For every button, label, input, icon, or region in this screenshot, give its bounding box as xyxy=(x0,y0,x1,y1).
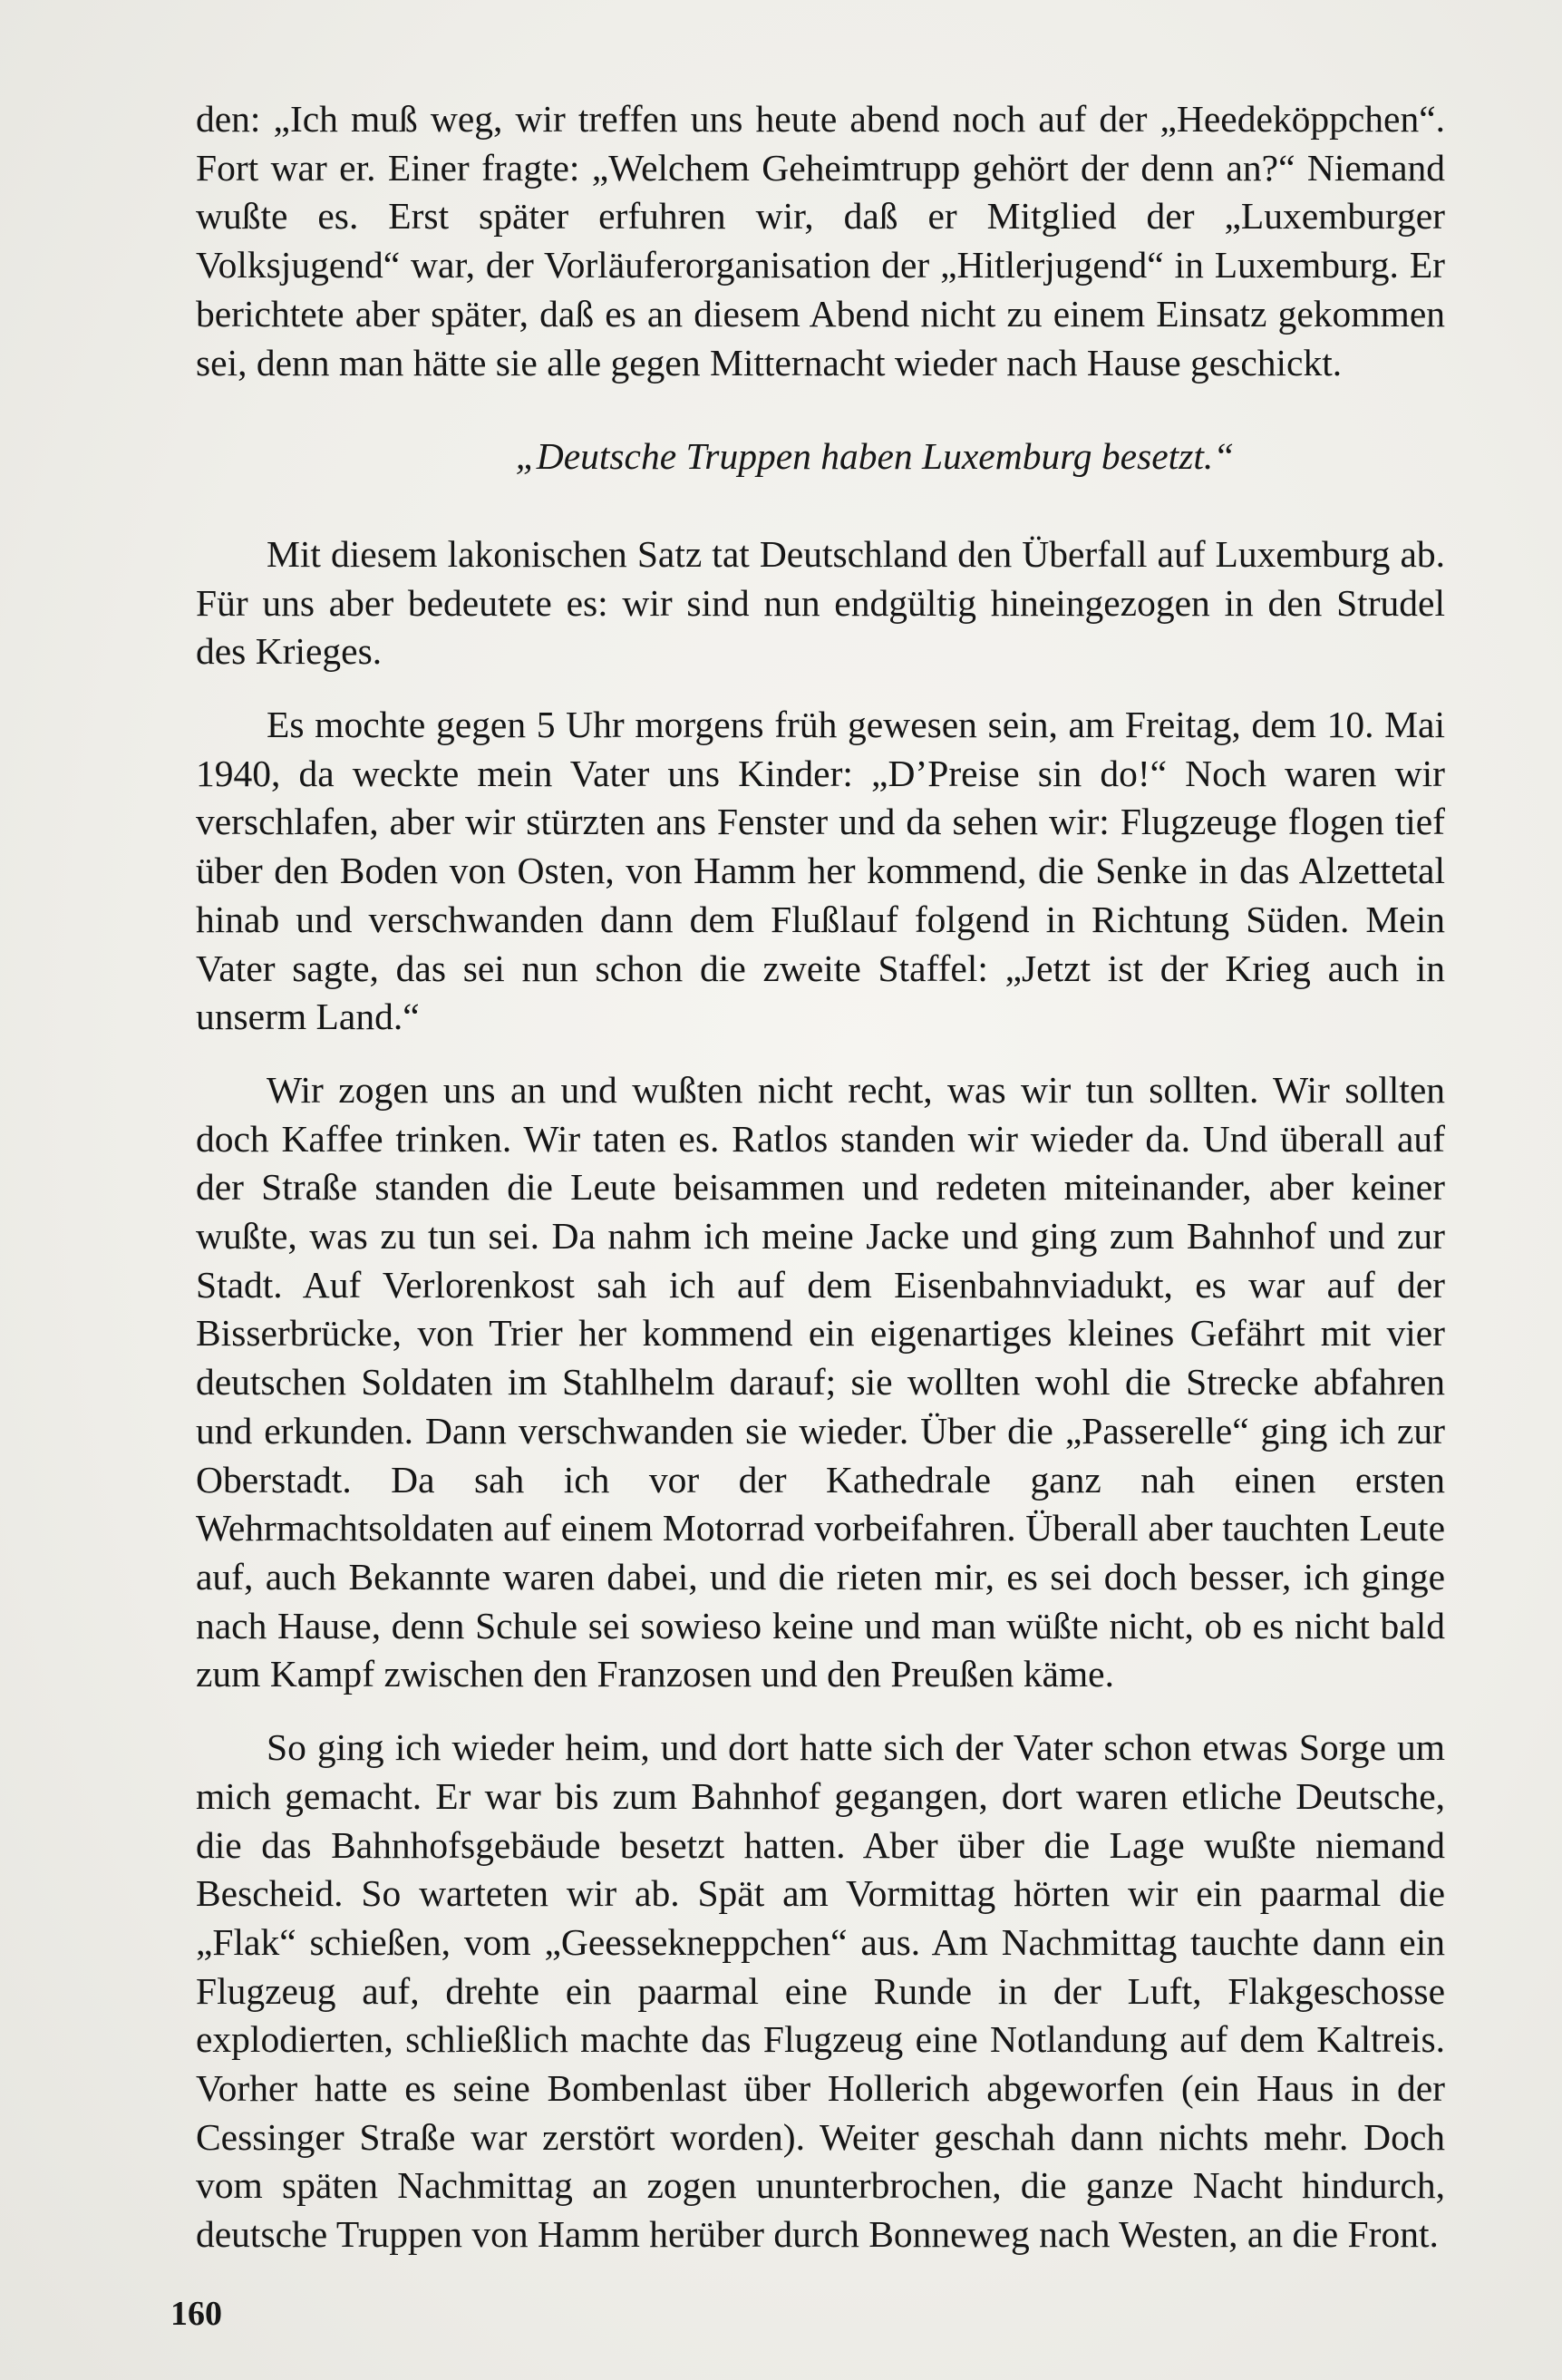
paragraph-3: Wir zogen uns an und wußten nicht recht, was wir tun sollten. Wir sollten doch Kaffee trinken. Wir taten es. Ratlos standen wir wieder da. Und überall auf der Straße standen die Leute beisammen und redeten miteinander, aber keiner wußte, was zu tun sei. Da nahm ich meine Jacke und ging zum Bahnhof und zur Stadt. Auf Verlorenkost sah ich auf dem Eisenbahnviadukt, es war auf der Bisserbrücke, von Trier her kommend ein eigenartiges kleines Gefährt mit vier deutschen Soldaten im Stahlhelm darauf; sie wollten wohl die Strecke abfahren und erkunden. Dann verschwanden sie wieder. Über die „Passerelle“ ging ich zur Oberstadt. Da sah ich vor der Kathedrale ganz nah einen ersten Wehrmachtsoldaten auf einem Motorrad vorbeifahren. Überall aber tauchten Leute auf, auch Bekannte waren dabei, und die rieten mir, es sei doch besser, ich ginge nach Hause, denn Schule sei sowieso keine und man wüßte nicht, ob es nicht bald zum Kampf zwischen den Franzosen und den Preußen käme. xyxy=(196,1068,1445,1695)
section-heading: „Deutsche Truppen haben Luxemburg besetzt.“ xyxy=(515,435,1235,478)
paragraph-2: Es mochte gegen 5 Uhr morgens früh gewesen sein, am Freitag, dem 10. Mai 1940, da weckte mein Vater uns Kinder: „D’Preise sin do!“ Noch waren wir verschlafen, aber wir stürzten ans Fenster und da sehen wir: Flugzeuge flogen tief über den Boden von Osten, von Hamm her kommend, die Senke in das Alzettetal hinab und verschwanden dann dem Flußlauf folgend in Richtung Süden. Mein Vater sagte, das sei nun schon die zweite Staffel: „Jetzt ist der Krieg auch in unserm Land.“ xyxy=(196,704,1445,1038)
paragraph-continued: den: „Ich muß weg, wir treffen uns heute abend noch auf der „Heedeköppchen“. Fort war er. Einer fragte: „Welchem Geheimtrupp gehört der denn an?“ Niemand wußte es. Erst später erfuhren wir, daß er Mitglied der „Luxemburger Volksjugend“ war, der Vorläuferorganisation der „Hitlerjugend“ in Luxemburg. Er berichtete aber später, daß es an diesem Abend nicht zu einem Einsatz gekommen sei, denn man hätte sie alle gegen Mitternacht wieder nach Hause geschickt. xyxy=(196,98,1445,384)
page-number: 160 xyxy=(170,2295,222,2333)
paragraph-1: Mit diesem lakonischen Satz tat Deutschland den Überfall auf Luxemburg ab. Für uns aber bedeutete es: wir sind nun endgültig hineingezogen in den Strudel des Krieges. xyxy=(196,532,1445,673)
page-body xyxy=(196,95,1445,2259)
paragraph-4: So ging ich wieder heim, und dort hatte sich der Vater schon etwas Sorge um mich gemacht. Er war bis zum Bahnhof gegangen, dort waren etliche Deutsche, die das Bahnhofsgebäude besetzt hatten. Aber über die Lage wußte niemand Bescheid. So warteten wir ab. Spät am Vormittag hörten wir ein paarmal die „Flak“ schießen, vom „Geessekneppchen“ aus. Am Nachmittag tauchte dann ein Flugzeug auf, drehte ein paarmal eine Runde in der Luft, Flakgeschosse explodierten, schließlich machte das Flugzeug eine Notlandung auf dem Kaltreis. Vorher hatte es seine Bombenlast über Hollerich abgeworfen (ein Haus in der Cessinger Straße war zerstört worden). Weiter geschah dann nichts mehr. Doch vom späten Nachmittag an zogen ununterbrochen, die ganze Nacht hindurch, deutsche Truppen von Hamm herüber durch Bonneweg nach Westen, an die Front. xyxy=(196,1726,1445,2256)
